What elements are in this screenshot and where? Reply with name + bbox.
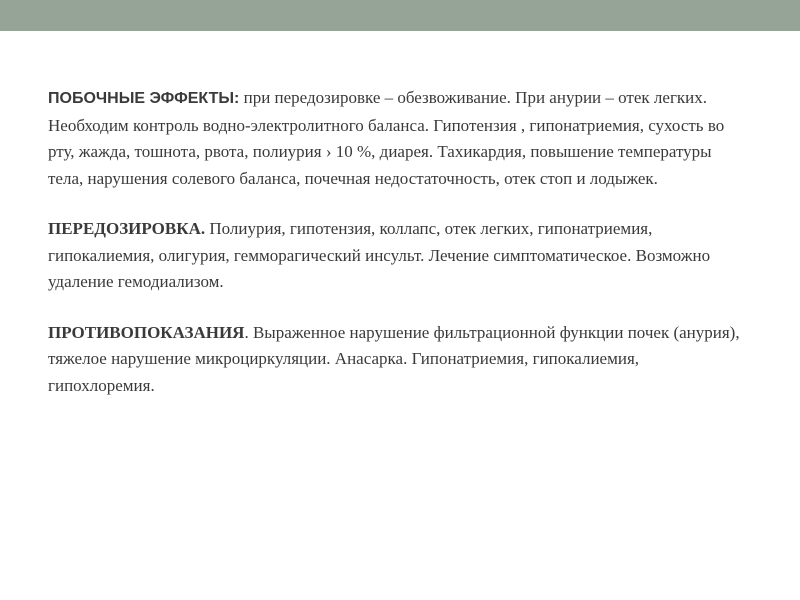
contraindications-text: . Выраженное нарушение фильтрационной функции почек (анурия), тяжелое нарушение микроциркуляции. Анасарка. Гипонатриемия, гипокалиемия, гипохлоремия. xyxy=(48,322,740,395)
contraindications-paragraph xyxy=(48,320,748,400)
top-color-band xyxy=(0,0,800,31)
overdose-heading: ПЕРЕДОЗИРОВКА. xyxy=(48,219,206,238)
overdose-paragraph xyxy=(48,216,748,296)
contraindications-heading: ПРОТИВОПОКАЗАНИЯ xyxy=(48,322,245,342)
side-effects-paragraph xyxy=(48,85,748,192)
side-effects-heading: ПОБОЧНЫЕ ЭФФЕКТЫ: xyxy=(48,90,240,107)
side-effects-text: при передозировке – обезвоживание. При анурии – отек легких. Необходим контроль водно-электролитного баланса. Гипотензия , гипонатриемия, сухость во рту, жажда, тошнота, рвота, полиурия › 10 %, диарея. Тахикардия, повышение температуры тела, нарушения солевого баланса, почечная недостаточность, отек стоп и лодыжек. xyxy=(48,88,725,188)
slide-body xyxy=(48,85,748,423)
overdose-text: Полиурия, гипотензия, коллапс, отек легких, гипонатриемия, гипокалиемия, олигурия, гемморагический инсульт. Лечение симптоматическое. Возможно удаление гемодиализом. xyxy=(48,219,711,291)
